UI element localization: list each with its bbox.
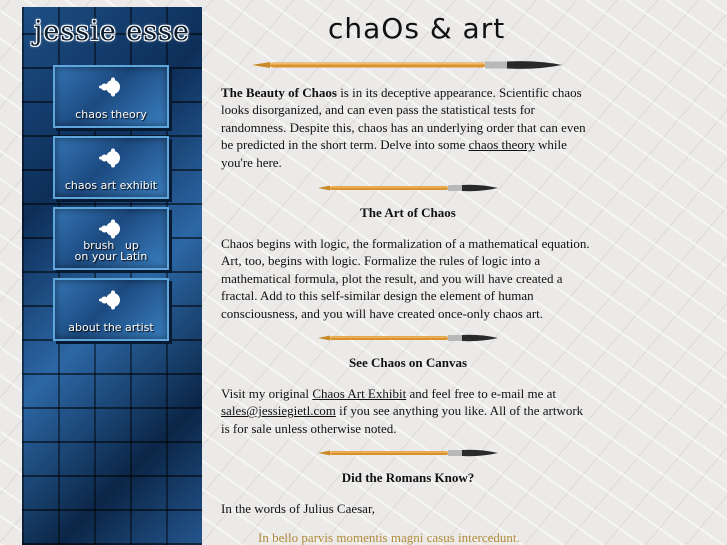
nav-chaos-art-exhibit[interactable] — [53, 136, 169, 199]
chaos-art-exhibit-link[interactable]: Chaos Art Exhibit — [312, 386, 407, 401]
fractal-icon — [99, 148, 123, 168]
nav-label: chaos art exhibit — [64, 179, 158, 192]
nav-label: chaos theory — [75, 108, 147, 121]
paintbrush-divider — [252, 58, 562, 72]
caesar-text: In the words of Julius Caesar, — [221, 501, 376, 516]
fractal-icon — [99, 77, 123, 97]
nav-label-line1: brush up — [83, 239, 139, 252]
romans-heading: Did the Romans Know? — [341, 470, 475, 485]
email-text: and feel free to e-mail me at — [406, 386, 556, 401]
intro-tail: while you're here. — [221, 137, 567, 170]
nav-label: about the artist — [68, 321, 154, 334]
chaos-theory-link[interactable]: chaos theory — [468, 137, 535, 153]
paintbrush-divider — [318, 447, 498, 459]
beauty-of-chaos-bold: The Beauty of Chaos — [221, 85, 337, 100]
sidebar — [22, 7, 202, 545]
paintbrush-divider — [318, 332, 498, 344]
visit-text: Visit my original — [221, 386, 313, 401]
intro-text: is in its deceptive appearance. Scientific chaos looks disorganized, and can even pass the statistical tests for randomness. Despite this, chaos has an underlying order that can even be predicted in the short term. Delve into some — [221, 85, 586, 153]
latin-quote: In bello parvis momentis magni casus intercedunt. — [258, 530, 520, 545]
nav-brush-up-latin[interactable] — [53, 207, 169, 270]
nav-chaos-theory[interactable] — [53, 65, 169, 128]
see-chaos-heading: See Chaos on Canvas — [348, 355, 468, 370]
fractal-icon — [99, 219, 123, 239]
art-of-chaos-heading: The Art of Chaos — [360, 205, 456, 220]
fractal-icon — [99, 290, 123, 310]
page-title: chaOs & art — [328, 12, 506, 45]
site-logo[interactable]: jessie esse — [34, 15, 190, 47]
see-chaos-paragraph — [221, 385, 595, 437]
paintbrush-divider — [318, 182, 498, 194]
sale-text: if you see anything you like. All of the artwork is for sale unless otherwise noted. — [221, 403, 584, 436]
nav-about-the-artist[interactable] — [53, 278, 169, 341]
art-of-chaos-paragraph: Chaos begins with logic, the formalization of a mathematical equation. Art, too, begins with logic. Formalize the rules of logic into a mathematical formula, plot the result, and you will have created a fractal. Add to this self-similar design the element of human consciousness, and you will have created once-only chaos art. — [221, 236, 590, 321]
intro-paragraph — [221, 84, 595, 171]
nav-label-line2: on your Latin — [74, 250, 148, 263]
sales-email-link[interactable]: sales@jessiegietl.com — [221, 403, 336, 419]
